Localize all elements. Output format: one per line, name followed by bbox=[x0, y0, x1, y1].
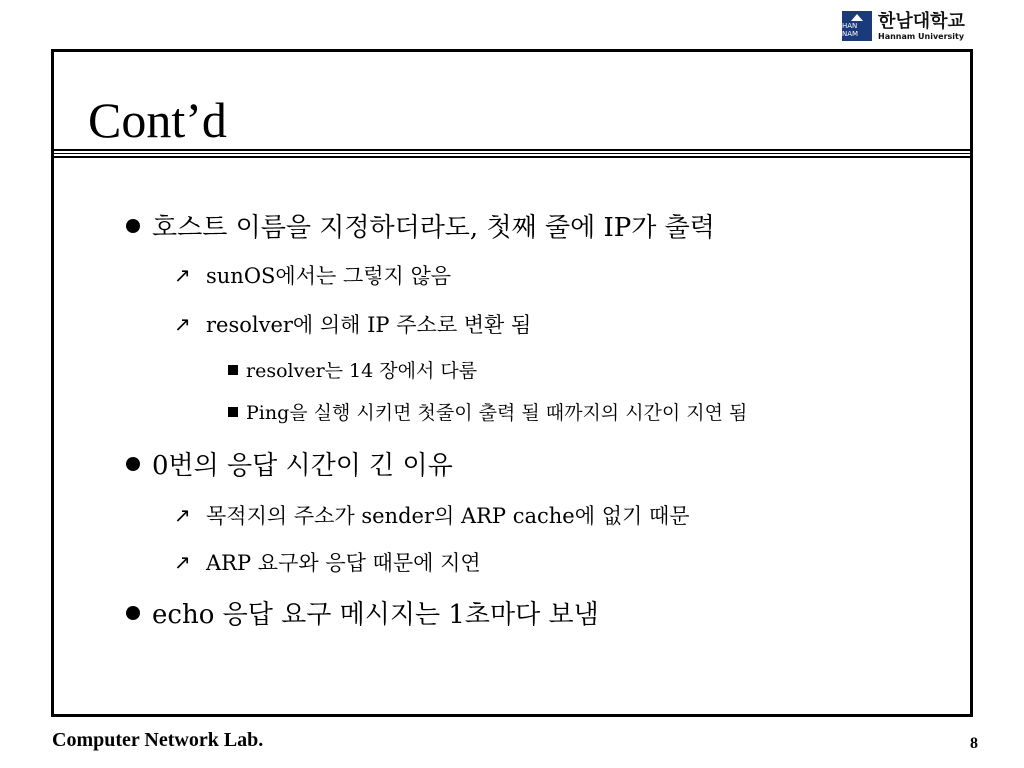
filled-square-icon bbox=[228, 365, 238, 375]
page-number: 8 bbox=[970, 735, 978, 752]
slide-frame bbox=[51, 49, 973, 717]
sub-bullet-item bbox=[174, 500, 690, 530]
emblem-text: HAN NAM bbox=[842, 22, 859, 38]
bullet-item bbox=[126, 594, 599, 631]
bullet-text: 0번의 응답 시간이 긴 이유 bbox=[152, 451, 453, 481]
filled-square-icon bbox=[228, 407, 238, 417]
sub-sub-bullet-text: resolver는 14 장에서 다룸 bbox=[246, 360, 478, 382]
filled-circle-bullet-icon bbox=[126, 606, 140, 620]
footer-lab-name: Computer Network Lab. bbox=[52, 729, 264, 751]
sub-bullet-item bbox=[174, 547, 481, 577]
filled-circle-bullet-icon bbox=[126, 219, 140, 233]
sub-bullet-text: sunOS에서는 그렇지 않음 bbox=[206, 264, 452, 288]
university-logo bbox=[842, 6, 982, 46]
filled-circle-bullet-icon bbox=[126, 457, 140, 471]
sub-bullet-item bbox=[174, 309, 531, 339]
sub-sub-bullet-item bbox=[228, 398, 747, 425]
logo-english-name: Hannam University bbox=[878, 31, 965, 41]
sub-bullet-text: resolver에 의해 IP 주소로 변환 됨 bbox=[206, 313, 532, 337]
northeast-arrow-icon: ↗ bbox=[174, 312, 191, 336]
title-divider bbox=[54, 156, 970, 158]
logo-korean-name: 한남대학교 bbox=[878, 10, 965, 32]
slide-title: Cont’d bbox=[88, 92, 227, 148]
title-divider bbox=[54, 149, 970, 151]
sub-sub-bullet-text: Ping을 실행 시키면 첫줄이 출력 될 때까지의 시간이 지연 됨 bbox=[246, 402, 748, 424]
northeast-arrow-icon: ↗ bbox=[174, 263, 191, 287]
sub-sub-bullet-item bbox=[228, 356, 477, 383]
university-emblem-icon bbox=[842, 11, 872, 41]
northeast-arrow-icon: ↗ bbox=[174, 550, 191, 574]
bullet-text: 호스트 이름을 지정하더라도, 첫째 줄에 IP가 출력 bbox=[152, 213, 715, 243]
northeast-arrow-icon: ↗ bbox=[174, 503, 191, 527]
sub-bullet-item bbox=[174, 260, 451, 290]
bullet-item bbox=[126, 207, 715, 244]
title-divider bbox=[54, 153, 970, 154]
sub-bullet-text: 목적지의 주소가 sender의 ARP cache에 없기 때문 bbox=[206, 504, 690, 528]
bullet-item bbox=[126, 445, 453, 482]
bullet-text: echo 응답 요구 메시지는 1초마다 보냄 bbox=[152, 600, 599, 630]
sub-bullet-text: ARP 요구와 응답 때문에 지연 bbox=[206, 551, 481, 575]
